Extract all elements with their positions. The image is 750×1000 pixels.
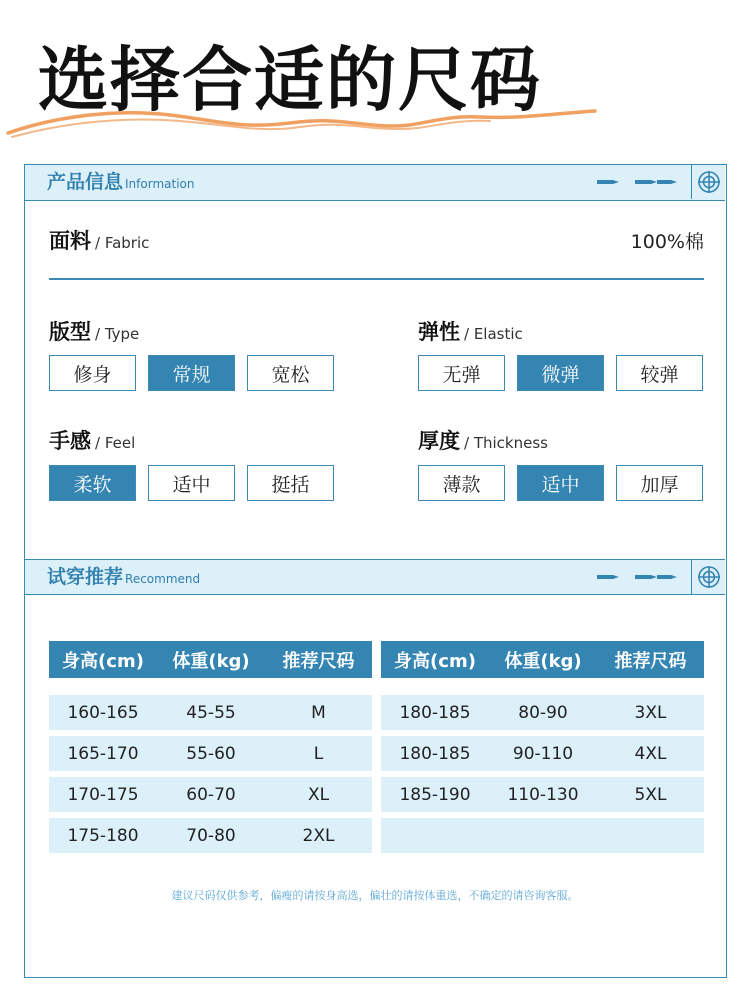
elastic-option-slight[interactable]: 微弹: [517, 355, 604, 391]
type-option-regular[interactable]: 常规: [148, 355, 235, 391]
size-cell: M: [311, 702, 326, 723]
type-option-loose[interactable]: 宽松: [247, 355, 334, 391]
height-cell: 180-185: [399, 743, 471, 764]
feel-option-stiff[interactable]: 挺括: [247, 465, 334, 501]
height-cell: 170-175: [67, 784, 139, 805]
header-size: 推荐尺码: [282, 650, 355, 672]
weight-cell: 70-80: [186, 825, 236, 846]
height-cell: 165-170: [67, 743, 139, 764]
thickness-label-en: / Thickness: [464, 434, 548, 452]
size-table-left-header: [49, 641, 372, 678]
feel-option-soft[interactable]: 柔软: [49, 465, 136, 501]
product-info-subtitle: Information: [125, 177, 195, 191]
thickness-label: 厚度 / Thickness: [418, 429, 548, 453]
table-row: [381, 777, 704, 812]
target-icon: [691, 560, 725, 594]
table-row: [49, 736, 372, 771]
weight-cell: 45-55: [186, 702, 236, 723]
target-icon: [691, 165, 725, 199]
recommend-header: [25, 559, 725, 595]
weight-cell: 55-60: [186, 743, 236, 764]
table-row: [49, 818, 372, 853]
elastic-label-en: / Elastic: [464, 325, 523, 343]
fabric-value: 100%棉: [630, 231, 704, 253]
type-label: 版型 / Type: [49, 320, 140, 344]
recommend-title: 试穿推荐 Recommend: [47, 566, 201, 588]
size-panel: [24, 164, 727, 978]
fabric-label: 面料 / Fabric: [49, 229, 150, 253]
thickness-option-thick[interactable]: 加厚: [616, 465, 703, 501]
arrows-icon: [595, 570, 685, 584]
thickness-option-thin[interactable]: 薄款: [418, 465, 505, 501]
weight-cell: 80-90: [518, 702, 568, 723]
table-row: [381, 818, 704, 853]
title-area: [0, 0, 750, 160]
feel-option-medium[interactable]: 适中: [148, 465, 235, 501]
size-cell: XL: [307, 784, 330, 805]
height-cell: 180-185: [399, 702, 471, 723]
header-height: 身高(cm): [62, 650, 144, 672]
recommend-subtitle: Recommend: [125, 572, 201, 586]
type-label-en: / Type: [95, 325, 140, 343]
height-cell: 160-165: [67, 702, 139, 723]
product-info-title: 产品信息 Information: [47, 171, 195, 193]
size-cell: 3XL: [634, 702, 667, 723]
table-row: [49, 777, 372, 812]
product-info-header: [25, 165, 725, 201]
feel-label-en: / Feel: [95, 434, 136, 452]
size-cell: 2XL: [302, 825, 335, 846]
weight-cell: 110-130: [507, 784, 579, 805]
table-row: [381, 736, 704, 771]
size-note: 建议尺码仅供参考，偏瘦的请按身高选，偏壮的请按体重选，不确定的请咨询客服。: [171, 889, 579, 902]
elastic-option-none[interactable]: 无弹: [418, 355, 505, 391]
height-cell: 175-180: [67, 825, 139, 846]
header-height: 身高(cm): [394, 650, 476, 672]
page-title: 选择合适的尺码: [38, 39, 542, 121]
header-weight: 体重(kg): [504, 650, 582, 672]
divider: [49, 278, 704, 280]
table-row: [49, 695, 372, 730]
type-option-slim[interactable]: 修身: [49, 355, 136, 391]
weight-cell: 90-110: [512, 743, 574, 764]
arrows-icon: [595, 175, 685, 189]
weight-cell: 60-70: [186, 784, 236, 805]
height-cell: 185-190: [399, 784, 471, 805]
elastic-option-more[interactable]: 较弹: [616, 355, 703, 391]
thickness-option-medium[interactable]: 适中: [517, 465, 604, 501]
table-row: [381, 695, 704, 730]
header-size: 推荐尺码: [614, 650, 687, 672]
size-cell: 4XL: [634, 743, 667, 764]
header-weight: 体重(kg): [172, 650, 250, 672]
elastic-label: 弹性 / Elastic: [418, 320, 523, 344]
size-cell: L: [313, 743, 324, 764]
size-cell: 5XL: [634, 784, 667, 805]
feel-label: 手感 / Feel: [49, 429, 136, 453]
size-table-right-header: [381, 641, 704, 678]
fabric-label-en: / Fabric: [95, 234, 150, 252]
